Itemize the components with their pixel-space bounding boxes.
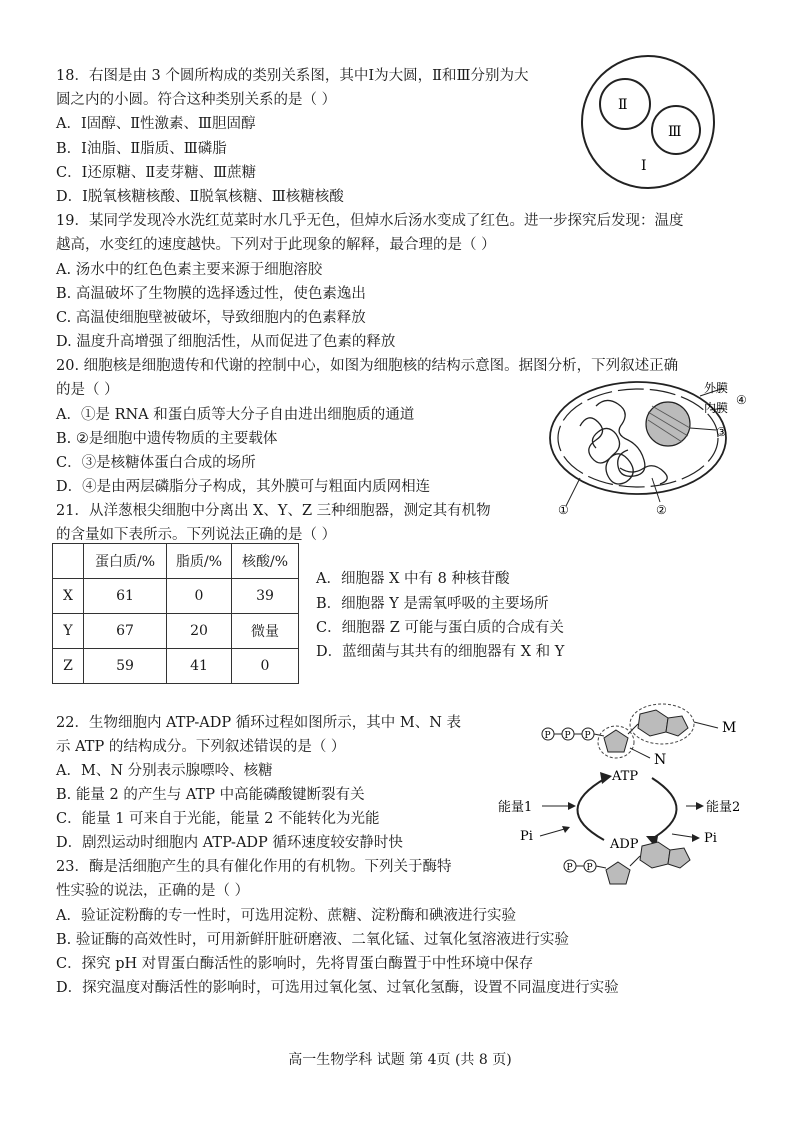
q19-option-c: C. 高温使细胞壁被破坏，导致细胞内的色素释放 — [56, 310, 366, 326]
table-header-row — [53, 544, 299, 579]
label-energy2: 能量2 — [706, 800, 741, 815]
label-4: ④ — [736, 393, 747, 407]
label-1: ① — [558, 503, 569, 517]
table-cell: 20 — [167, 614, 232, 649]
label-ii: Ⅱ — [618, 97, 628, 113]
q21-stem-line2: 的含量如下表所示。下列说法正确的是（ ） — [56, 527, 337, 543]
label-n: N — [654, 752, 667, 768]
atp-structure — [542, 704, 736, 768]
label-pi-right: Pi — [704, 831, 717, 846]
venn-diagram — [578, 52, 718, 192]
outer-membrane — [550, 381, 729, 494]
q20-stem-line2: 的是（ ） — [56, 382, 119, 398]
q23-option-b: B. 验证酶的高效性时，可用新鲜肝脏研磨液、二氧化锰、过氧化氢溶液进行实验 — [56, 932, 569, 948]
table-cell: 微量 — [232, 614, 299, 649]
big-circle — [582, 56, 714, 188]
q22-option-a: A．M、N 分别表示腺嘌呤、核糖 — [56, 763, 273, 779]
q23-stem-line1: 23．酶是活细胞产生的具有催化作用的有机物。下列关于酶特 — [56, 859, 452, 875]
q23-option-d: D．探究温度对酶活性的影响时，可选用过氧化氢、过氧化氢酶，设置不同温度进行实验 — [56, 980, 619, 996]
q23-stem-line2: 性实验的说法，正确的是（ ） — [56, 883, 250, 899]
table-header-cell: 蛋白质/% — [84, 544, 167, 579]
chromatin-2 — [596, 400, 645, 476]
page-footer: 高一生物学科 试题 第 4页 (共 8 页) — [288, 1052, 512, 1068]
arrow-right-arc — [650, 778, 677, 840]
q18-option-a: A．Ⅰ固醇、Ⅱ性激素、Ⅲ胆固醇 — [56, 116, 256, 132]
ribose-pentagon — [604, 730, 628, 752]
svg-text:P: P — [566, 863, 573, 873]
q20-option-c: C．③是核糖体蛋白合成的场所 — [56, 455, 256, 471]
svg-text:P: P — [586, 863, 593, 873]
svg-text:P: P — [564, 731, 571, 741]
table-row — [53, 579, 299, 614]
q23-option-a: A．验证淀粉酶的专一性时，可选用淀粉、蔗糖、淀粉酶和碘液进行实验 — [56, 908, 516, 924]
q20-option-d: D．④是由两层磷脂分子构成，其外膜可与粗面内质网相连 — [56, 479, 431, 495]
table-cell: 61 — [84, 579, 167, 614]
q22-option-d: D．剧烈运动时细胞内 ATP-ADP 循环速度较安静时快 — [56, 835, 403, 851]
q19-option-d: D. 温度升高增强了细胞活性，从而促进了色素的释放 — [56, 334, 396, 350]
label-inner-membrane: 内膜 — [704, 401, 729, 415]
inner-membrane — [558, 389, 718, 487]
q18-option-b: B．Ⅰ油脂、Ⅱ脂质、Ⅲ磷脂 — [56, 141, 227, 157]
q21-option-c: C．细胞器 Z 可能与蛋白质的合成有关 — [316, 620, 564, 636]
q19-stem-line1: 19．某同学发现冷水洗红苋菜时水几乎无色，但焯水后汤水变成了红色。进一步探究后发现：温度 — [56, 213, 684, 229]
q21-stem-line1: 21．从洋葱根尖细胞中分离出 X、Y、Z 三种细胞器，测定其有机物 — [56, 503, 491, 519]
adenine-ring-1 — [638, 710, 668, 736]
q19-option-b: B. 高温破坏了生物膜的选择透过性，使色素逸出 — [56, 286, 366, 302]
label-adp: ADP — [610, 837, 639, 852]
q18-stem-line1: 18．右图是由 3 个圆所构成的类别关系图，其中Ⅰ为大圆，Ⅱ和Ⅲ分别为大 — [56, 68, 529, 84]
table-header-cell — [53, 544, 84, 579]
table-header-cell: 核酸/% — [232, 544, 299, 579]
label-energy1: 能量1 — [498, 800, 533, 815]
label-3: ③ — [716, 425, 727, 439]
arrow-left-arc — [577, 778, 606, 840]
q22-stem-line2: 示 ATP 的结构成分。下列叙述错误的是（ ） — [56, 739, 346, 755]
q21-option-d: D．蓝细菌与其共有的细胞器有 X 和 Y — [316, 644, 565, 660]
q19-stem-line2: 越高，水变红的速度越快。下列对于此现象的解释，最合理的是（ ） — [56, 237, 496, 253]
atp-adp-cycle-diagram — [490, 700, 760, 890]
q20-option-a: A．①是 RNA 和蛋白质等大分子自由进出细胞质的通道 — [56, 407, 415, 423]
table-cell: 59 — [84, 649, 167, 684]
q19-option-a: A. 汤水中的红色色素主要来源于细胞溶胶 — [56, 262, 323, 278]
table-cell: Y — [53, 614, 84, 649]
nucleus-diagram — [540, 378, 750, 518]
q22-stem-line1: 22．生物细胞内 ATP-ADP 循环过程如图所示，其中 M、N 表 — [56, 715, 461, 731]
table-cell: 0 — [167, 579, 232, 614]
q18-option-c: C．Ⅰ还原糖、Ⅱ麦芽糖、Ⅲ蔗糖 — [56, 165, 257, 181]
q20-stem-line1: 20. 细胞核是细胞遗传和代谢的控制中心，如图为细胞核的结构示意图。据图分析，下列叙述正确 — [56, 358, 679, 374]
svg-text:P: P — [544, 731, 551, 741]
label-iii: Ⅲ — [668, 124, 682, 140]
label-m: M — [722, 720, 737, 736]
organelle-table — [52, 543, 299, 684]
svg-text:P: P — [584, 731, 591, 741]
q21-option-b: B．细胞器 Y 是需氧呼吸的主要场所 — [316, 596, 549, 612]
table-header-cell: 脂质/% — [167, 544, 232, 579]
table-cell: Z — [53, 649, 84, 684]
table-row — [53, 614, 299, 649]
table-cell: 67 — [84, 614, 167, 649]
label-outer-membrane: 外膜 — [704, 381, 729, 395]
q18-option-d: D．Ⅰ脱氧核糖核酸、Ⅱ脱氧核糖、Ⅲ核糖核酸 — [56, 189, 344, 205]
table-cell: X — [53, 579, 84, 614]
q23-option-c: C．探究 pH 对胃蛋白酶活性的影响时，先将胃蛋白酶置于中性环境中保存 — [56, 956, 534, 972]
q18-stem-line2: 圆之内的小圆。符合这种类别关系的是（ ） — [56, 92, 337, 108]
table-row — [53, 649, 299, 684]
q22-option-b: B. 能量 2 的产生与 ATP 中高能磷酸键断裂有关 — [56, 787, 365, 803]
label-pi-left: Pi — [520, 829, 533, 844]
table-cell: 41 — [167, 649, 232, 684]
label-i: Ⅰ — [641, 158, 647, 174]
q21-option-a: A．细胞器 X 中有 8 种核苷酸 — [316, 571, 510, 587]
label-atp: ATP — [612, 769, 639, 784]
label-2: ② — [656, 503, 667, 517]
table-cell: 39 — [232, 579, 299, 614]
table-cell: 0 — [232, 649, 299, 684]
q20-option-b: B. ②是细胞中遗传物质的主要载体 — [56, 431, 278, 447]
q22-option-c: C．能量 1 可来自于光能，能量 2 不能转化为光能 — [56, 811, 380, 827]
adenine-ring-2 — [666, 716, 688, 736]
